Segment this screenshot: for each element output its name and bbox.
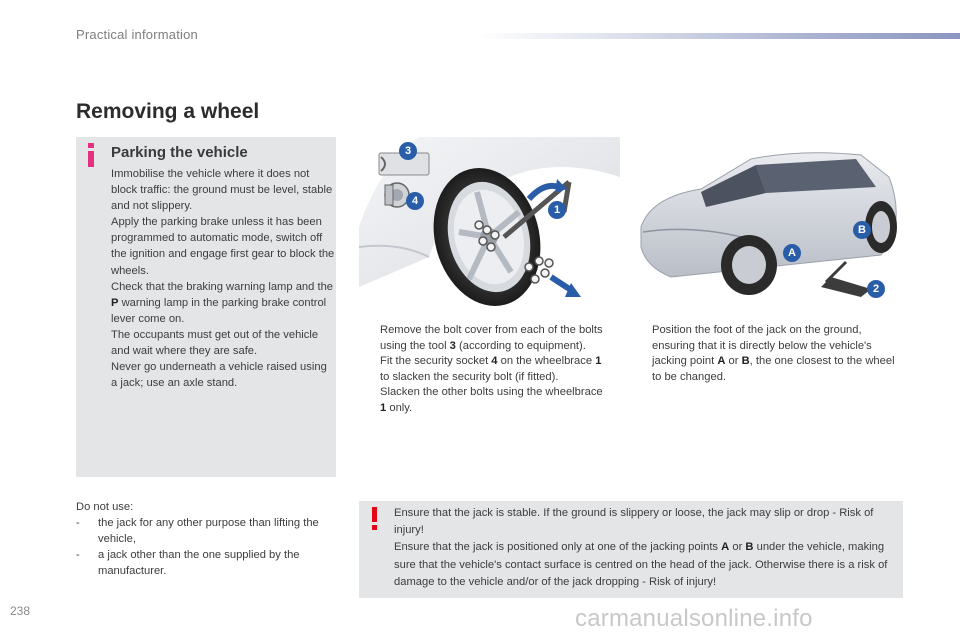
info-paragraph: Immobilise the vehicle where it does not block traffic: the ground must be level, stable and not slippery. <box>111 168 333 213</box>
warning-text <box>394 505 894 591</box>
callout-badge: 3 <box>399 142 417 160</box>
wheel-bolt-illustration <box>359 137 620 307</box>
watermark: carmanualsonline.info <box>575 605 813 632</box>
info-paragraph: Apply the parking brake unless it has been programmed to automatic mode, switch off the ignition and engage first gear to block the wheels. <box>111 216 335 277</box>
do-not-use-list <box>76 499 336 579</box>
page-number: 238 <box>10 604 31 618</box>
do-not-use-intro: Do not use: <box>76 501 134 513</box>
steps-left <box>359 323 609 416</box>
info-paragraph: Never go underneath a vehicle raised using a jack; use an axle stand. <box>111 361 327 390</box>
wheel-illustration-svg <box>359 137 620 307</box>
car-jack-illustration <box>631 137 903 307</box>
info-paragraph: Check that the braking warning lamp and the P warning lamp in the parking brake control lever come on. <box>111 280 334 325</box>
step-item: Position the foot of the jack on the ground, ensuring that it is directly below the vehicle's jacking point A or B, the one closest to the wheel to be changed. <box>652 324 895 383</box>
list-item: - the jack for any other purpose than lifting the vehicle, <box>76 517 319 546</box>
info-icon <box>86 143 96 167</box>
steps-right <box>631 323 903 385</box>
section-label: Practical information <box>76 27 198 42</box>
header-bar <box>476 33 960 39</box>
info-text <box>111 166 335 391</box>
callout-badge: 4 <box>406 192 424 210</box>
info-paragraph: The occupants must get out of the vehicle and wait where they are safe. <box>111 328 319 358</box>
step-item: Slacken the other bolts using the wheelbrace 1 only. <box>380 386 603 414</box>
callout-badge: 2 <box>867 280 885 298</box>
jacking-point-b-badge: B <box>853 221 871 239</box>
warning-icon <box>370 507 380 529</box>
step-item: Fit the security socket 4 on the wheelbrace 1 to slacken the security bolt (if fitted). <box>380 355 602 383</box>
page-title: Removing a wheel <box>76 100 260 123</box>
info-title: Parking the vehicle <box>111 144 248 161</box>
warning-paragraph: Ensure that the jack is stable. If the ground is slippery or loose, the jack may slip or drop - Risk of injury! <box>394 507 874 537</box>
list-item: - a jack other than the one supplied by the manufacturer. <box>76 549 300 578</box>
jacking-point-a-badge: A <box>783 244 801 262</box>
callout-badge: 1 <box>548 201 566 219</box>
step-item: Remove the bolt cover from each of the bolts using the tool 3 (according to equipment). <box>380 324 603 352</box>
warning-paragraph: Ensure that the jack is positioned only at one of the jacking points A or B under the vehicle, making sure that the vehicle's contact surface is centred on the head of the jack. Otherwise there is a risk of damage to the vehicle and/or of the jack dropping - Risk of injury! <box>394 541 888 588</box>
